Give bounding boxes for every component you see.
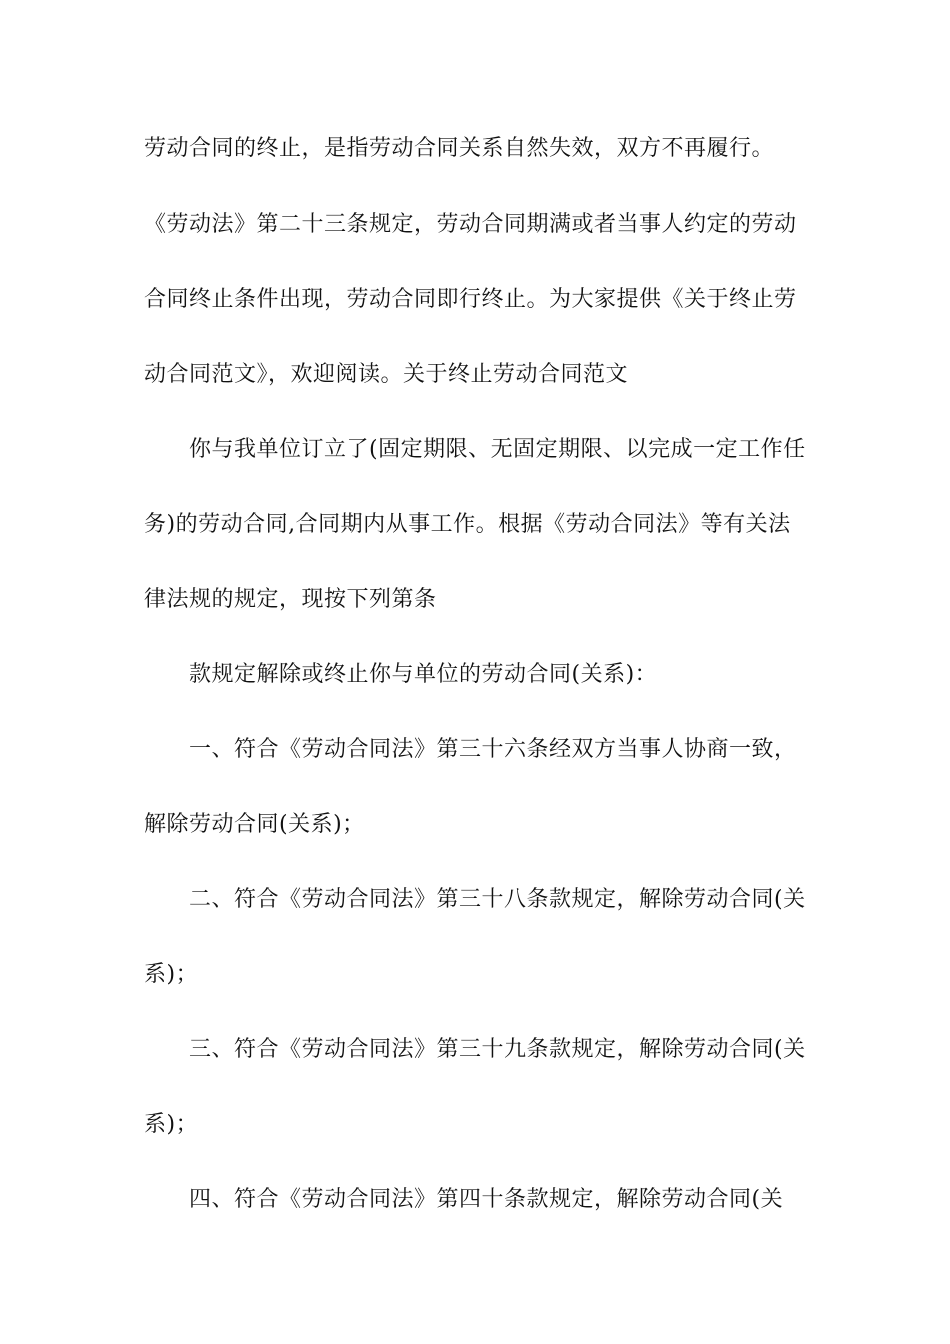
text-line: 一、符合《劳动合同法》第三十六条经双方当事人协商一致， (189, 737, 797, 762)
text-line: 你与我单位订立了(固定期限、无固定期限、以完成一定工作任 (189, 437, 806, 462)
text-line: 款规定解除或终止你与单位的劳动合同(关系)： (189, 662, 658, 687)
text-line: 解除劳动合同(关系)； (144, 812, 365, 837)
text-line: 律法规的规定，现按下列第条 (144, 587, 437, 612)
text-line: 劳动合同的终止，是指劳动合同关系自然失效，双方不再履行。 (144, 136, 775, 161)
text-line: 二、符合《劳动合同法》第三十八条款规定，解除劳动合同(关 (189, 887, 806, 912)
text-line: 务)的劳动合同,合同期内从事工作。根据《劳动合同法》等有关法 (144, 512, 791, 537)
text-line: 动合同范文》，欢迎阅读。关于终止劳动合同范文 (144, 362, 629, 387)
text-line: 三、符合《劳动合同法》第三十九条款规定，解除劳动合同(关 (189, 1037, 806, 1062)
text-line: 系)； (144, 962, 199, 987)
text-line: 四、符合《劳动合同法》第四十条款规定，解除劳动合同(关 (189, 1187, 784, 1212)
text-line: 合同终止条件出现，劳动合同即行终止。为大家提供《关于终止劳 (144, 287, 797, 312)
text-line: 系)； (144, 1112, 199, 1137)
text-line: 《劳动法》第二十三条规定，劳动合同期满或者当事人约定的劳动 (144, 212, 797, 237)
